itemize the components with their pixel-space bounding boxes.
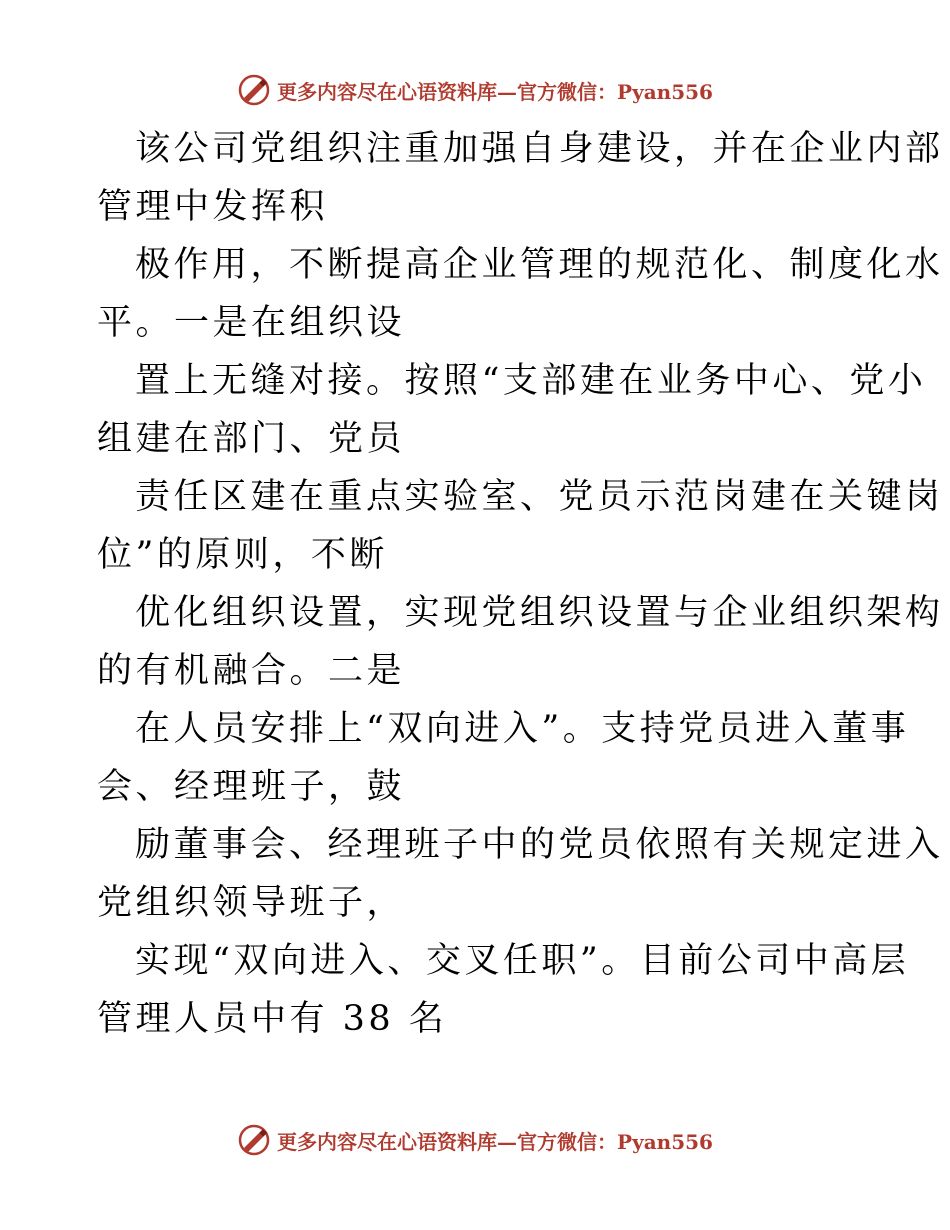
- watermark-text: 更多内容尽在心语资料库—官方微信：Pyan556: [277, 1129, 713, 1154]
- paragraph-line: 管理人员中有 38 名: [97, 999, 448, 1039]
- paragraph-line: 平。一是在组织设: [97, 303, 406, 343]
- paragraph-line: 该公司党组织注重加强自身建设，并在企业内部: [135, 129, 944, 169]
- paragraph-line: 管理中发挥积: [97, 187, 329, 227]
- pen-logo-icon: [237, 1123, 271, 1157]
- paragraph-line: 党组织领导班子，: [97, 883, 406, 923]
- paragraph-line: 组建在部门、党员: [97, 419, 406, 459]
- paragraph-line: 置上无缝对接。按照“支部建在业务中心、党小: [135, 361, 927, 401]
- footer-watermark: [0, 1120, 950, 1160]
- paragraph-line: 优化组织设置，实现党组织设置与企业组织架构: [135, 593, 944, 633]
- pen-logo-icon: [237, 73, 271, 107]
- paragraph-line: 实现“双向进入、交叉任职”。目前公司中高层: [135, 941, 910, 981]
- paragraph-line: 位”的原则，不断: [97, 535, 388, 575]
- paragraph-line: 励董事会、经理班子中的党员依照有关规定进入: [135, 825, 944, 865]
- document-body: [97, 120, 944, 1048]
- header-watermark: [0, 70, 950, 110]
- paragraph-line: 责任区建在重点实验室、党员示范岗建在关键岗: [135, 477, 944, 517]
- paragraph-line: 会、经理班子，鼓: [97, 767, 406, 807]
- paragraph-line: 极作用，不断提高企业管理的规范化、制度化水: [135, 245, 944, 285]
- watermark-text: 更多内容尽在心语资料库—官方微信：Pyan556: [277, 79, 713, 104]
- paragraph-line: 在人员安排上“双向进入”。支持党员进入董事: [135, 709, 910, 749]
- paragraph-line: 的有机融合。二是: [97, 651, 406, 691]
